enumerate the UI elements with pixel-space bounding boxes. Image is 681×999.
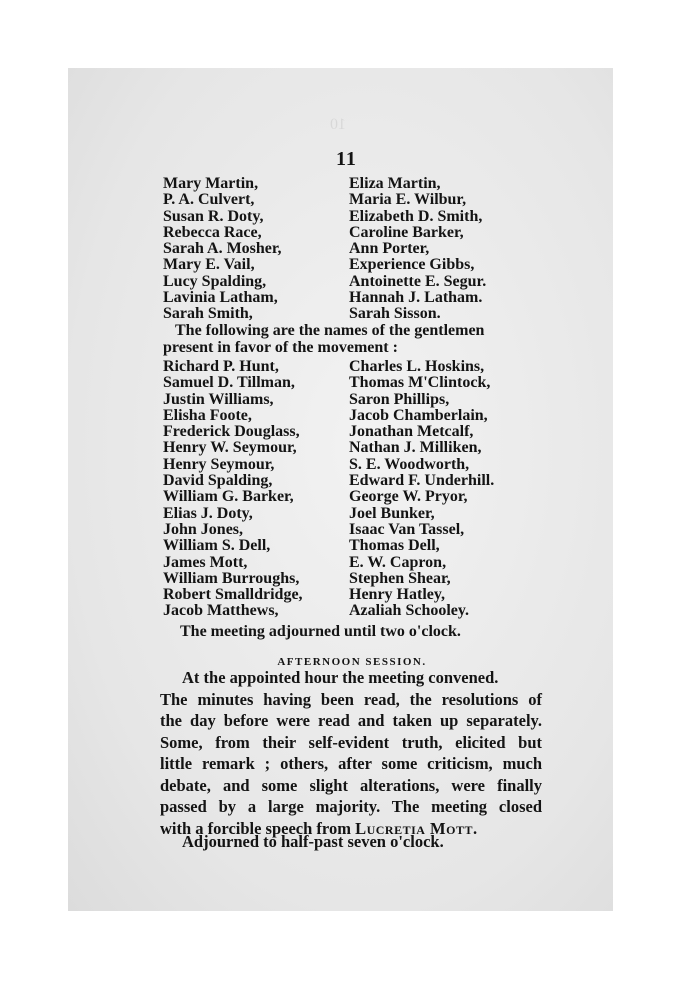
person-name: William Burroughs,: [163, 569, 300, 587]
name-row: [163, 274, 543, 290]
gentlemen-intro-line-1: The following are the names of the gentlemen: [175, 322, 485, 339]
person-name: Mary E. Vail,: [163, 256, 255, 274]
person-name: Lavinia Latham,: [163, 289, 278, 307]
person-name: John Jones,: [163, 520, 244, 538]
adjourned-until-two: The meeting adjourned until two o'clock.: [180, 623, 461, 640]
person-name: Jacob Chamberlain,: [349, 406, 488, 424]
name-row: [163, 209, 543, 225]
person-name: Azaliah Schooley.: [349, 602, 470, 620]
afternoon-session-heading: AFTERNOON SESSION.: [277, 656, 427, 668]
afternoon-line: with a forcible speech from: [160, 818, 351, 838]
name-row: [163, 603, 543, 619]
speaker-name: Lucretia Mott.: [355, 818, 478, 838]
name-row: [163, 538, 543, 554]
afternoon-line: the day before were read and taken up separately.: [160, 711, 542, 730]
name-row: [163, 522, 543, 538]
name-row: [163, 257, 543, 273]
person-name: Henry Hatley,: [349, 586, 445, 604]
person-name: P. A. Culvert,: [163, 191, 255, 209]
person-name: Thomas Dell,: [349, 537, 440, 555]
afternoon-line: At the appointed hour the meeting convened.: [182, 668, 499, 687]
person-name: Robert Smalldridge,: [163, 586, 303, 604]
afternoon-line: debate, and some slight alterations, were finally: [160, 775, 542, 795]
person-name: Saron Phillips,: [349, 390, 450, 408]
person-name: Ann Porter,: [349, 240, 430, 258]
person-name: Richard P. Hunt,: [163, 358, 279, 375]
person-name: Thomas M'Clintock,: [349, 374, 491, 392]
gentlemen-intro-line-2: present in favor of the movement :: [163, 338, 398, 356]
person-name: James Mott,: [163, 553, 248, 571]
person-name: Elisha Foote,: [163, 406, 252, 424]
name-row: [163, 241, 543, 257]
gentlemen-intro: [163, 323, 541, 356]
afternoon-line: little remark ; others, after some criticism, much: [160, 754, 542, 773]
name-row: [163, 375, 543, 391]
name-row: [163, 440, 543, 456]
afternoon-line: Some, from their self-evident truth, elicited but: [160, 732, 542, 752]
name-row: [163, 359, 543, 375]
person-name: Elizabeth D. Smith,: [349, 207, 483, 225]
name-row: [163, 408, 543, 424]
person-name: Experience Gibbs,: [349, 256, 475, 274]
name-row: [163, 489, 543, 505]
person-name: Eliza Martin,: [349, 175, 441, 192]
page-number: 11: [336, 148, 357, 170]
person-name: Frederick Douglass,: [163, 423, 300, 441]
name-row: [163, 555, 543, 571]
person-name: Henry Seymour,: [163, 455, 275, 473]
person-name: Sarah Sisson.: [349, 305, 441, 323]
women-names-list: [163, 176, 543, 323]
person-name: Nathan J. Milliken,: [349, 439, 482, 457]
person-name: Isaac Van Tassel,: [349, 520, 465, 538]
person-name: William G. Barker,: [163, 488, 294, 506]
name-row: [163, 392, 543, 408]
person-name: S. E. Woodworth,: [349, 455, 470, 473]
bleed-through-page-number: 10: [330, 116, 346, 133]
person-name: Elias J. Doty,: [163, 504, 253, 522]
name-row: [163, 571, 543, 587]
person-name: Susan R. Doty,: [163, 207, 264, 225]
person-name: Rebecca Race,: [163, 223, 262, 241]
person-name: George W. Pryor,: [349, 488, 468, 506]
afternoon-line: passed by a large majority. The meeting closed: [160, 797, 542, 816]
person-name: Samuel D. Tillman,: [163, 374, 295, 392]
name-row: [163, 506, 543, 522]
person-name: Caroline Barker,: [349, 223, 464, 241]
name-row: [163, 192, 543, 208]
name-row: [163, 225, 543, 241]
person-name: Antoinette E. Segur.: [349, 272, 487, 290]
gentlemen-names-list: [163, 359, 543, 620]
name-row: [163, 457, 543, 473]
name-row: [163, 290, 543, 306]
afternoon-line: The minutes having been read, the resolutions of: [160, 689, 542, 709]
person-name: David Spalding,: [163, 472, 273, 490]
name-row: [163, 176, 543, 192]
person-name: Lucy Spalding,: [163, 272, 267, 290]
name-row: [163, 587, 543, 603]
person-name: Henry W. Seymour,: [163, 439, 297, 457]
person-name: Justin Williams,: [163, 390, 274, 408]
person-name: Maria E. Wilbur,: [349, 191, 467, 209]
person-name: Hannah J. Latham.: [349, 289, 483, 307]
person-name: Charles L. Hoskins,: [349, 358, 485, 375]
name-row: [163, 473, 543, 489]
person-name: Sarah Smith,: [163, 305, 253, 323]
person-name: Jacob Matthews,: [163, 602, 279, 620]
person-name: Joel Bunker,: [349, 504, 435, 522]
person-name: Jonathan Metcalf,: [349, 423, 474, 441]
name-row: [163, 306, 543, 322]
person-name: Sarah A. Mosher,: [163, 240, 282, 258]
person-name: William S. Dell,: [163, 537, 271, 555]
afternoon-session-paragraph: [160, 667, 542, 839]
adjourned-until-evening: Adjourned to half-past seven o'clock.: [182, 832, 444, 851]
person-name: Stephen Shear,: [349, 569, 451, 587]
person-name: Mary Martin,: [163, 175, 259, 192]
person-name: Edward F. Underhill.: [349, 472, 495, 490]
person-name: E. W. Capron,: [349, 553, 447, 571]
name-row: [163, 424, 543, 440]
